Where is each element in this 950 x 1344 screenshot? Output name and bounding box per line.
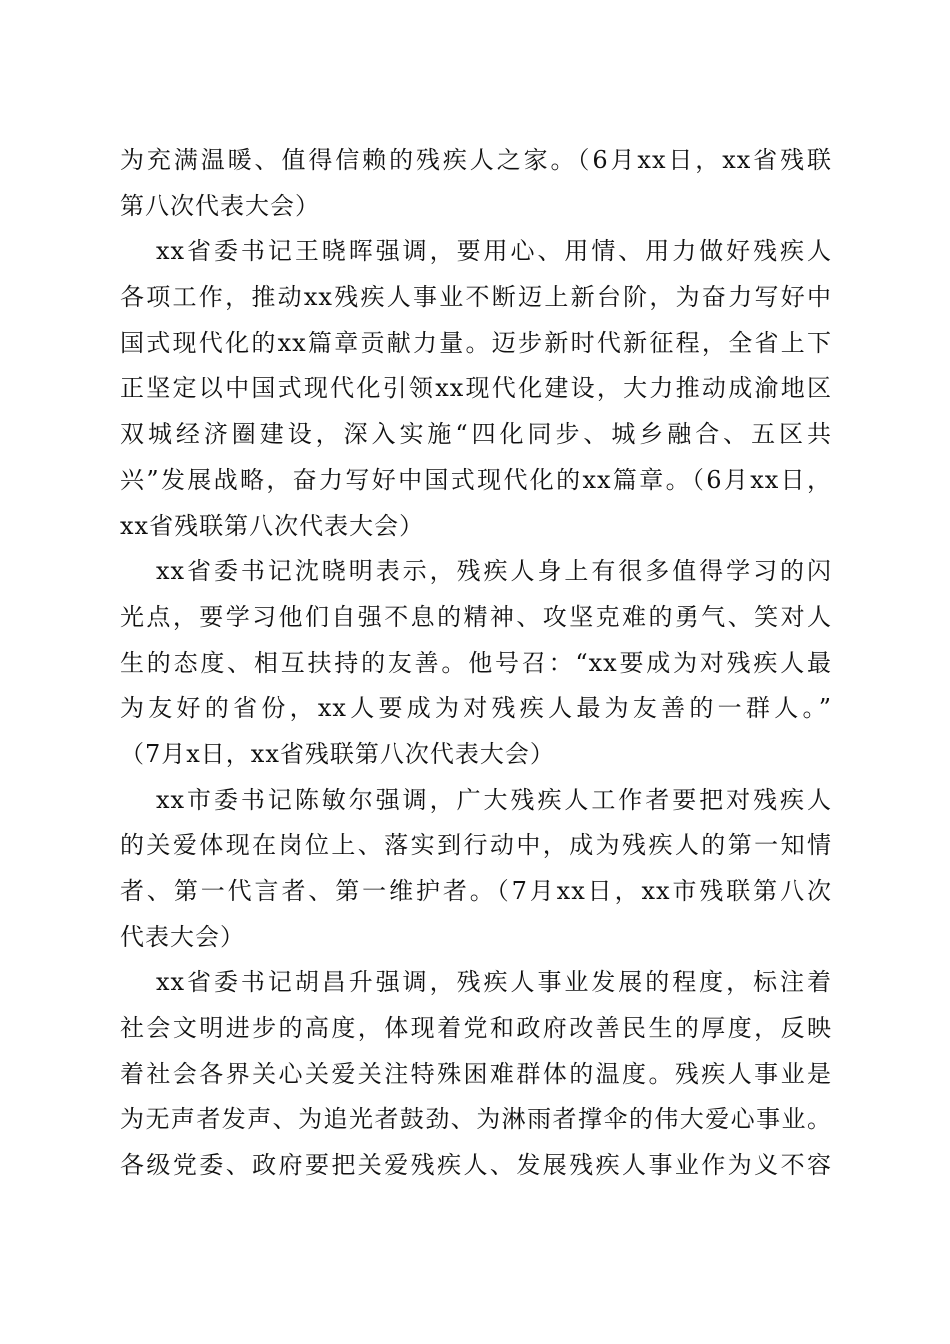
text-line: 第八次代表大会） (120, 191, 320, 220)
text-line: 正坚定以中国式现代化引领xx现代化建设，大力推动成渝地区 (120, 374, 832, 403)
text-line: 双城经济圈建设，深入实施“四化同步、城乡融合、五区共 (120, 420, 832, 449)
text-line: 代表大会） (120, 922, 245, 951)
paragraph-first-line: xx省委书记胡昌升强调，残疾人事业发展的程度，标注着 (156, 968, 832, 997)
text-line: 兴”发展战略，奋力写好中国式现代化的xx篇章。（6月xx日， (120, 465, 832, 494)
paragraph-first-line: xx市委书记陈敏尔强调，广大残疾人工作者要把对残疾人 (156, 785, 832, 814)
text-line: （7月x日，xx省残联第八次代表大会） (120, 739, 555, 768)
text-line: 各项工作，推动xx残疾人事业不断迈上新台阶，为奋力写好中 (120, 283, 832, 312)
text-line: 生的态度、相互扶持的友善。他号召：“xx要成为对残疾人最 (120, 648, 832, 677)
text-line: 为友好的省份，xx人要成为对残疾人最为友善的一群人。” (120, 694, 832, 723)
text-line: xx省残联第八次代表大会） (120, 511, 425, 540)
text-line: 光点，要学习他们自强不息的精神、攻坚克难的勇气、笑对人 (120, 602, 832, 631)
text-line: 各级党委、政府要把关爱残疾人、发展残疾人事业作为义不容 (120, 1151, 832, 1180)
text-line: 为无声者发声、为追光者鼓劲、为淋雨者撑伞的伟大爱心事业。 (120, 1105, 832, 1134)
text-line: 者、第一代言者、第一维护者。（7月xx日，xx市残联第八次 (120, 877, 832, 905)
text-line: 国式现代化的xx篇章贡献力量。迈步新时代新征程，全省上下 (120, 328, 832, 357)
body-text (120, 138, 832, 1189)
paragraph-first-line: xx省委书记沈晓明表示，残疾人身上有很多值得学习的闪 (156, 557, 832, 586)
text-line: 的关爱体现在岗位上、落实到行动中，成为残疾人的第一知情 (120, 831, 832, 860)
text-line: 为充满温暖、值得信赖的残疾人之家。（6月xx日，xx省残联 (120, 146, 832, 174)
paragraph-first-line: xx省委书记王晓晖强调，要用心、用情、用力做好残疾人 (156, 237, 832, 266)
text-line: 着社会各界关心关爱关注特殊困难群体的温度。残疾人事业是 (120, 1059, 832, 1088)
text-line: 社会文明进步的高度，体现着党和政府改善民生的厚度，反映 (120, 1014, 832, 1043)
